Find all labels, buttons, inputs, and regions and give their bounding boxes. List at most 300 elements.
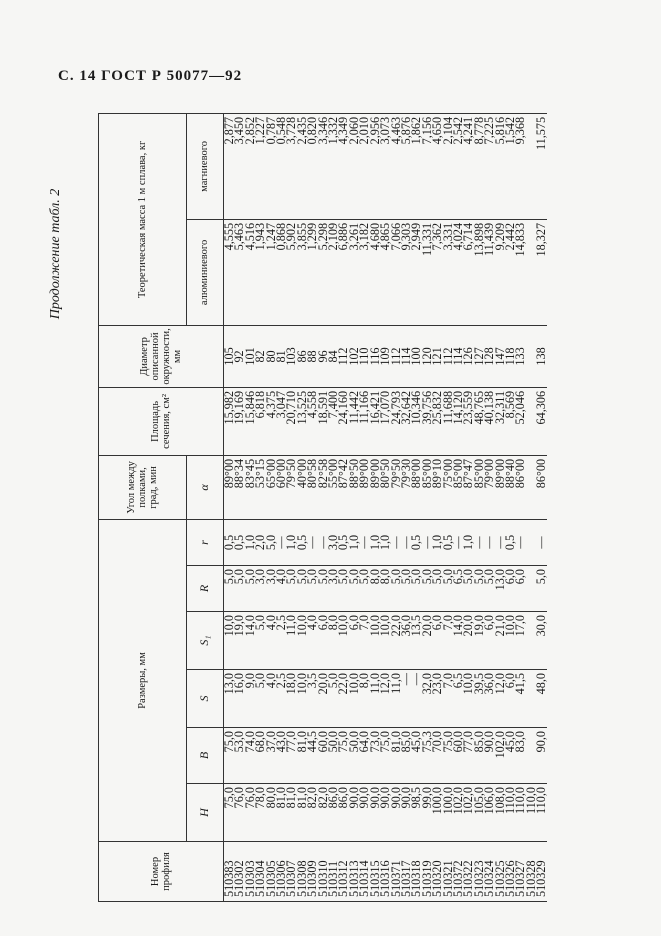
cell-aluminum: 2,109 [328, 219, 338, 325]
header-alpha: α [186, 455, 223, 519]
cell-r: — [422, 519, 432, 565]
cell-angle: 86°00 [536, 455, 546, 519]
cell-B: 83,0 [515, 728, 525, 784]
cell-profile-number: 510314 [359, 842, 369, 902]
header-dimensions: Размеры, мм [99, 519, 187, 841]
cell-B: 77,0 [463, 728, 473, 784]
cell-R: 6,5 [453, 566, 463, 612]
cell-diameter: 101 [245, 325, 255, 387]
cell-area: 4,558 [307, 387, 317, 455]
cell-diameter: 110 [359, 325, 369, 387]
cell-profile-number: 510305 [266, 842, 276, 902]
cell-S: 2,5 [276, 670, 286, 728]
cell-magnesium: 11,575 [536, 113, 546, 219]
cell-S1: 11,0 [286, 612, 296, 670]
cell-R: 3,0 [328, 566, 338, 612]
cell-diameter: 81 [276, 325, 286, 387]
cell-aluminum: 14,833 [515, 219, 525, 325]
cell-B: 70,0 [432, 728, 442, 784]
cell-area: 10,346 [411, 387, 421, 455]
cell-angle: 89°00 [359, 455, 369, 519]
cell-S1: 10,0 [380, 612, 390, 670]
cell-profile-number: 510312 [338, 842, 348, 902]
cell-area: 25,832 [432, 387, 442, 455]
cell-r: 0,5 [234, 519, 244, 565]
cell-aluminum: 1,299 [307, 219, 317, 325]
cell-diameter: 102 [349, 325, 359, 387]
cell-angle: 79°50 [286, 455, 296, 519]
cell-angle: 85°00 [422, 455, 432, 519]
cell-B: 85,0 [401, 728, 411, 784]
cell-S1: 10,0 [370, 612, 380, 670]
cell-area: 15,982 [224, 387, 235, 455]
cell-r: — [495, 519, 505, 565]
cell-profile-number: 510303 [245, 842, 255, 902]
cell-diameter: 112 [443, 325, 453, 387]
header-mass: Теоретическая масса 1 м сплава, кг [99, 113, 187, 325]
cell-aluminum: 4,024 [453, 219, 463, 325]
header-R: R [186, 566, 223, 612]
cell-S: 16,0 [234, 670, 244, 728]
cell-S: 8,0 [359, 670, 369, 728]
cell-diameter: 114 [453, 325, 463, 387]
cell-diameter: 82 [255, 325, 265, 387]
cell-r: 5,0 [266, 519, 276, 565]
cell-profile-number: 510328 [526, 842, 536, 902]
cell-r: — [391, 519, 401, 565]
cell-profile-number: 510329 [536, 842, 546, 902]
cell-r: 1,0 [432, 519, 442, 565]
cell-S1: 14,0 [453, 612, 463, 670]
cell-H: 75,0 [224, 784, 235, 842]
cell-area: 8,569 [505, 387, 515, 455]
cell-B: 45,0 [411, 728, 421, 784]
cell-profile-number: 510372 [453, 842, 463, 902]
cell-magnesium: 2,877 [224, 113, 235, 219]
cell-H: 106,0 [484, 784, 494, 842]
cell-magnesium: 2,010 [359, 113, 369, 219]
cell-area: 32,642 [401, 387, 411, 455]
cell-S1: 7,0 [443, 612, 453, 670]
cell-magnesium: 1,332 [328, 113, 338, 219]
cell-magnesium: 3,450 [234, 113, 244, 219]
cell-r: 0,5 [224, 519, 235, 565]
cell-S1: 30,0 [536, 612, 546, 670]
cell-aluminum: 1,943 [255, 219, 265, 325]
cell-S1: 4,0 [266, 612, 276, 670]
cell-area: 20,710 [286, 387, 296, 455]
cell-r: 1,0 [286, 519, 296, 565]
cell-diameter: 133 [515, 325, 525, 387]
cell-H: 110,0 [526, 784, 536, 842]
cell-H: 98,5 [411, 784, 421, 842]
cell-profile-number: 510318 [411, 842, 421, 902]
cell-profile-number: 510308 [297, 842, 307, 902]
cell-H: 82,0 [307, 784, 317, 842]
cell-magnesium: 0,548 [276, 113, 286, 219]
cell-diameter: 112 [338, 325, 348, 387]
cell-B: 90,0 [484, 728, 494, 784]
cell-r: 0,5 [297, 519, 307, 565]
cell-area: 11,166 [359, 387, 369, 455]
header-S1: S₁ [186, 612, 223, 670]
cell-aluminum: 6,886 [338, 219, 348, 325]
cell-angle: 85°00 [453, 455, 463, 519]
cell-magnesium: 4,650 [432, 113, 442, 219]
cell-R: 3,0 [255, 566, 265, 612]
cell-S: 9,0 [245, 670, 255, 728]
cell-B: 75,3 [422, 728, 432, 784]
cell-profile-number: 510315 [370, 842, 380, 902]
cell-H: 110,0 [536, 784, 546, 842]
cell-R: 5,0 [359, 566, 369, 612]
cell-angle: 40°00 [297, 455, 307, 519]
cell-H: 90,0 [359, 784, 369, 842]
cell-S1: 19,0 [234, 612, 244, 670]
cell-H: 105,0 [474, 784, 484, 842]
cell-r: — [276, 519, 286, 565]
cell-profile-number: 510325 [495, 842, 505, 902]
cell-profile-number: 510311 [328, 842, 338, 902]
cell-area: 64,306 [536, 387, 546, 455]
cell-magnesium: 7,225 [484, 113, 494, 219]
cell-r: 2,0 [255, 519, 265, 565]
cell-aluminum: 2,949 [411, 219, 421, 325]
cell-B: 81,0 [297, 728, 307, 784]
cell-R: 6,0 [505, 566, 515, 612]
cell-B: 75,0 [443, 728, 453, 784]
cell-R: 5,0 [411, 566, 421, 612]
cell-profile-number: 510304 [255, 842, 265, 902]
cell-aluminum: 3,331 [443, 219, 453, 325]
cell-magnesium: 0,820 [307, 113, 317, 219]
cell-S: 6,5 [453, 670, 463, 728]
cell-S1: 10,0 [338, 612, 348, 670]
cell-S: 7,0 [443, 670, 453, 728]
cell-S: 12,0 [380, 670, 390, 728]
cell-S1: 8,0 [328, 612, 338, 670]
cell-H: 90,0 [349, 784, 359, 842]
cell-B: 44,5 [307, 728, 317, 784]
cell-angle: 88°50 [349, 455, 359, 519]
cell-magnesium: 5,876 [401, 113, 411, 219]
cell-R: 5,0 [422, 566, 432, 612]
cell-S1: 10,0 [224, 612, 235, 670]
cell-aluminum: 4,516 [245, 219, 255, 325]
cell-r: 3,0 [328, 519, 338, 565]
cell-magnesium: 1,227 [255, 113, 265, 219]
cell-S: 10,0 [349, 670, 359, 728]
cell-r: 1,0 [380, 519, 390, 565]
cell-aluminum: 3,855 [297, 219, 307, 325]
cell-area: 24,793 [391, 387, 401, 455]
cell-S: 10,0 [463, 670, 473, 728]
cell-H: 99,0 [422, 784, 432, 842]
cell-H: 100,0 [443, 784, 453, 842]
cell-aluminum: 11,439 [484, 219, 494, 325]
cell-H: 76,0 [234, 784, 244, 842]
cell-R: 5,0 [484, 566, 494, 612]
cell-profile-number: 510316 [380, 842, 390, 902]
cell-S1: 5,0 [255, 612, 265, 670]
cell-profile-number: 510313 [349, 842, 359, 902]
cell-r: — [515, 519, 525, 565]
cell-diameter: 114 [401, 325, 411, 387]
cell-aluminum: 6,714 [463, 219, 473, 325]
cell-angle: 89°00 [224, 455, 235, 519]
cell-diameter: 96 [318, 325, 328, 387]
cell-profile-number: 510310 [318, 842, 328, 902]
cell-S: 5,0 [255, 670, 265, 728]
cell-H: 90,0 [370, 784, 380, 842]
cell-diameter: 121 [432, 325, 442, 387]
cell-diameter: 120 [422, 325, 432, 387]
header-area: Площадь сечения, см² [99, 387, 224, 455]
cell-aluminum: 1,247 [266, 219, 276, 325]
cell-aluminum: 9,209 [495, 219, 505, 325]
cell-area: 11,442 [349, 387, 359, 455]
cell-R: 5,0 [463, 566, 473, 612]
cell-R: 5,0 [349, 566, 359, 612]
cell-diameter: 88 [307, 325, 317, 387]
cell-R: 3,0 [266, 566, 276, 612]
cell-B: 75,0 [338, 728, 348, 784]
cell-angle: 88°00 [411, 455, 421, 519]
cell-S: 11,0 [370, 670, 380, 728]
cell-R: 5,0 [307, 566, 317, 612]
cell-S: 22,0 [338, 670, 348, 728]
cell-S: 32,0 [422, 670, 432, 728]
cell-H: 78,0 [255, 784, 265, 842]
cell-area: 13,525 [297, 387, 307, 455]
cell-S: 39,5 [474, 670, 484, 728]
cell-B: 68,0 [255, 728, 265, 784]
cell-aluminum: 5,463 [234, 219, 244, 325]
cell-B: 60,0 [318, 728, 328, 784]
cell-aluminum: 5,902 [286, 219, 296, 325]
cell-diameter: 138 [536, 325, 546, 387]
cell-R: 8,0 [370, 566, 380, 612]
cell-R: 5,0 [391, 566, 401, 612]
cell-H: 100,0 [432, 784, 442, 842]
cell-angle: 79°50 [391, 455, 401, 519]
cell-H: 76,0 [245, 784, 255, 842]
cell-diameter: 128 [484, 325, 494, 387]
cell-R: 5,0 [536, 566, 546, 612]
cell-magnesium: 5,816 [495, 113, 505, 219]
cell-R: 5,0 [338, 566, 348, 612]
header-r: r [186, 519, 223, 565]
cell-angle: 83°45 [245, 455, 255, 519]
profile-table [98, 114, 646, 902]
cell-S1: 36,0 [401, 612, 411, 670]
cell-profile-number: 510307 [286, 842, 296, 902]
cell-diameter: 100 [411, 325, 421, 387]
cell-profile-number: 510309 [307, 842, 317, 902]
cell-diameter: 112 [391, 325, 401, 387]
cell-angle: 87°47 [463, 455, 473, 519]
cell-S: 6,0 [505, 670, 515, 728]
cell-S: 5,0 [328, 670, 338, 728]
cell-aluminum: 9,303 [401, 219, 411, 325]
cell-B: 37,0 [266, 728, 276, 784]
cell-angle: 88°40 [505, 455, 515, 519]
cell-R: 5,0 [224, 566, 235, 612]
cell-profile-number: 510306 [276, 842, 286, 902]
cell-diameter: 109 [380, 325, 390, 387]
cell-area: 39,756 [422, 387, 432, 455]
cell-H: 102,0 [463, 784, 473, 842]
cell-angle: 55°00 [328, 455, 338, 519]
cell-profile-number: 510320 [432, 842, 442, 902]
cell-H: 82,0 [318, 784, 328, 842]
cell-profile-number: 510383 [224, 842, 235, 902]
header-angle: Угол между полками, град, мин [99, 455, 187, 519]
cell-B: 43,0 [276, 728, 286, 784]
cell-B: 50,0 [328, 728, 338, 784]
cell-area: 3,047 [276, 387, 286, 455]
cell-magnesium: 1,862 [411, 113, 421, 219]
cell-area: 18,591 [318, 387, 328, 455]
cell-S1: 6,0 [349, 612, 359, 670]
cell-S: 11,0 [391, 670, 401, 728]
cell-angle: 65°00 [266, 455, 276, 519]
cell-r: — [359, 519, 369, 565]
cell-aluminum: 0,868 [276, 219, 286, 325]
cell-aluminum: 3,182 [359, 219, 369, 325]
cell-r: — [474, 519, 484, 565]
cell-diameter: 80 [266, 325, 276, 387]
cell-diameter: 127 [474, 325, 484, 387]
cell-angle: 82°58 [318, 455, 328, 519]
cell-angle: 89°10 [432, 455, 442, 519]
cell-magnesium: 1,542 [505, 113, 515, 219]
cell-magnesium: 3,728 [286, 113, 296, 219]
cell-S1: 19,0 [474, 612, 484, 670]
cell-aluminum: 5,298 [318, 219, 328, 325]
cell-B: 75,0 [224, 728, 235, 784]
cell-r: — [536, 519, 546, 565]
cell-angle: 80°50 [380, 455, 390, 519]
cell-R: 5,0 [318, 566, 328, 612]
cell-H: 110,0 [515, 784, 525, 842]
cell-B: 64,0 [359, 728, 369, 784]
cell-diameter: 103 [286, 325, 296, 387]
cell-profile-number: 510317 [401, 842, 411, 902]
table-row [515, 113, 525, 901]
cell-area: 24,160 [338, 387, 348, 455]
cell-S: 4,0 [266, 670, 276, 728]
cell-r: 1,0 [463, 519, 473, 565]
cell-r: 0,5 [338, 519, 348, 565]
cell-angle: 60°00 [276, 455, 286, 519]
cell-R: 5,0 [245, 566, 255, 612]
header-aluminum: алюминиевого [186, 219, 223, 325]
cell-magnesium: 7,156 [422, 113, 432, 219]
cell-S: 23,0 [432, 670, 442, 728]
cell-area: 32,311 [495, 387, 505, 455]
cell-H: 108,0 [495, 784, 505, 842]
cell-angle: 86°00 [515, 455, 525, 519]
cell-B: 50,0 [349, 728, 359, 784]
cell-aluminum: 11,331 [422, 219, 432, 325]
cell-r: 0,5 [505, 519, 515, 565]
cell-r: 1,0 [349, 519, 359, 565]
cell-diameter: 84 [328, 325, 338, 387]
cell-r: — [453, 519, 463, 565]
cell-S1: 13,5 [411, 612, 421, 670]
cell-H: 102,0 [453, 784, 463, 842]
cell-area: 17,070 [380, 387, 390, 455]
cell-profile-number: 510323 [474, 842, 484, 902]
cell-profile-number: 510326 [505, 842, 515, 902]
cell-S: 41,5 [515, 670, 525, 728]
cell-profile-number: 510319 [422, 842, 432, 902]
cell-area: 19,169 [234, 387, 244, 455]
cell-S1: 6,0 [432, 612, 442, 670]
cell-diameter: 86 [297, 325, 307, 387]
cell-H: 90,0 [391, 784, 401, 842]
cell-r: 1,0 [370, 519, 380, 565]
cell-H: 86,0 [338, 784, 348, 842]
cell-R: 5,0 [443, 566, 453, 612]
cell-r: 0,5 [411, 519, 421, 565]
cell-r: — [318, 519, 328, 565]
cell-area: 14,120 [453, 387, 463, 455]
cell-S1: 6,0 [318, 612, 328, 670]
cell-aluminum: 13,898 [474, 219, 484, 325]
cell-B: 45,0 [505, 728, 515, 784]
cell-magnesium: 4,241 [463, 113, 473, 219]
cell-angle: 87°42 [338, 455, 348, 519]
cell-H: 86,0 [328, 784, 338, 842]
cell-diameter: 116 [370, 325, 380, 387]
cell-S1: 17,0 [515, 612, 525, 670]
cell-r: — [401, 519, 411, 565]
cell-angle: 85°00 [474, 455, 484, 519]
header-profile-number: Номер профиля [99, 842, 224, 902]
cell-magnesium: 0,787 [266, 113, 276, 219]
cell-angle: 79°30 [401, 455, 411, 519]
cell-B: 81,0 [391, 728, 401, 784]
cell-magnesium: 2,060 [349, 113, 359, 219]
cell-aluminum: 4,555 [224, 219, 235, 325]
cell-area: 52,046 [515, 387, 525, 455]
cell-B: 77,0 [286, 728, 296, 784]
cell-area: 4,375 [266, 387, 276, 455]
cell-profile-number: 510322 [463, 842, 473, 902]
cell-magnesium: 2,435 [297, 113, 307, 219]
cell-r: — [484, 519, 494, 565]
cell-H: 80,0 [266, 784, 276, 842]
cell-magnesium: 4,349 [338, 113, 348, 219]
cell-magnesium: 3,346 [318, 113, 328, 219]
cell-R: 5,0 [286, 566, 296, 612]
cell-S1: 10,0 [297, 612, 307, 670]
cell-magnesium: 8,778 [474, 113, 484, 219]
cell-S1: 21,0 [495, 612, 505, 670]
cell-S: 18,0 [286, 670, 296, 728]
cell-area: 6,818 [255, 387, 265, 455]
cell-R: 6,0 [515, 566, 525, 612]
cell-R: 5,0 [234, 566, 244, 612]
cell-angle: 53°15 [255, 455, 265, 519]
header-H: H [186, 784, 223, 842]
cell-aluminum: 4,865 [380, 219, 390, 325]
table-row [536, 113, 546, 901]
cell-area: 23,559 [463, 387, 473, 455]
header-diameter: Диаметр описанной окружности, мм [99, 325, 224, 387]
